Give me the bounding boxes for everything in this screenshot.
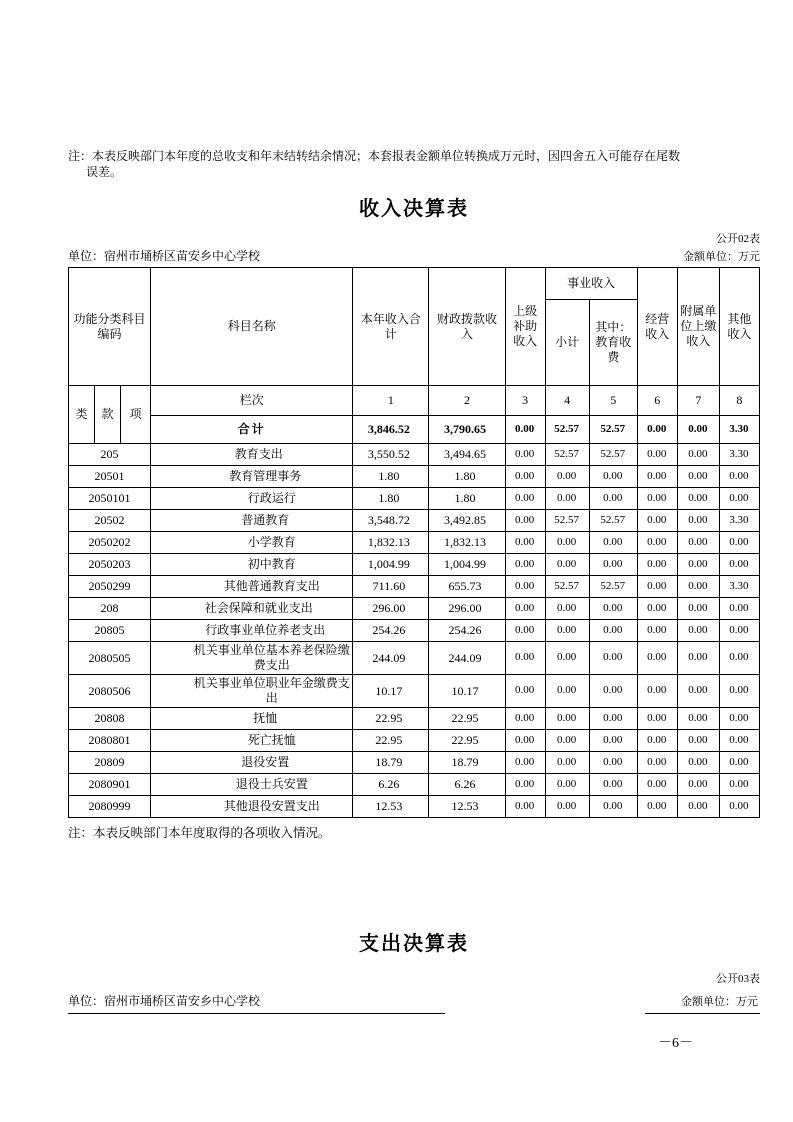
row-value-cell: 0.00 [637, 642, 677, 675]
row-subject-name-cell: 死亡抚恤 [151, 730, 353, 752]
page-number: －6－ [658, 1036, 693, 1051]
income-table-row [69, 752, 760, 774]
row-value-cell: 12.53 [429, 796, 505, 818]
row-subject-name-cell: 初中教育 [151, 554, 353, 576]
row-value-cell: 0.00 [505, 642, 545, 675]
total-row-value-5: 52.57 [589, 416, 637, 444]
row-value-cell: 0.00 [505, 774, 545, 796]
row-value-cell: 0.00 [589, 598, 637, 620]
row-value-cell: 254.26 [353, 620, 429, 642]
row-value-cell: 0.00 [677, 620, 719, 642]
row-subject-name-cell: 小学教育 [151, 532, 353, 554]
row-value-cell: 0.00 [719, 532, 759, 554]
total-row-value-6: 0.00 [637, 416, 677, 444]
row-value-cell: 3.30 [719, 444, 759, 466]
row-value-cell: 3,550.52 [353, 444, 429, 466]
row-value-cell: 296.00 [429, 598, 505, 620]
row-value-cell: 0.00 [589, 774, 637, 796]
row-value-cell: 0.00 [677, 774, 719, 796]
row-value-cell: 0.00 [545, 675, 589, 708]
total-row-label: 合计 [151, 416, 353, 444]
row-value-cell: 22.95 [429, 730, 505, 752]
header-business-income: 事业收入 [545, 268, 637, 300]
row-value-cell: 1,004.99 [353, 554, 429, 576]
row-value-cell: 0.00 [719, 796, 759, 818]
row-subject-name-cell: 退役安置 [151, 752, 353, 774]
row-code-cell: 208 [69, 598, 151, 620]
row-value-cell: 18.79 [429, 752, 505, 774]
column-index-8: 8 [719, 386, 759, 416]
row-code-cell: 2080506 [69, 675, 151, 708]
header-code-section: 款 [95, 386, 121, 444]
row-value-cell: 0.00 [505, 510, 545, 532]
row-value-cell: 1.80 [429, 488, 505, 510]
row-value-cell: 0.00 [505, 598, 545, 620]
row-value-cell: 22.95 [429, 708, 505, 730]
row-value-cell: 0.00 [637, 532, 677, 554]
row-value-cell: 655.73 [429, 576, 505, 598]
row-value-cell: 0.00 [677, 576, 719, 598]
row-code-cell: 20805 [69, 620, 151, 642]
row-value-cell: 1.80 [353, 466, 429, 488]
row-subject-name-cell: 其他退役安置支出 [151, 796, 353, 818]
row-value-cell: 0.00 [677, 554, 719, 576]
row-value-cell: 0.00 [637, 620, 677, 642]
row-value-cell: 0.00 [719, 620, 759, 642]
row-value-cell: 0.00 [719, 752, 759, 774]
row-value-cell: 244.09 [429, 642, 505, 675]
row-value-cell: 10.17 [429, 675, 505, 708]
total-row-value-1: 3,846.52 [353, 416, 429, 444]
row-value-cell: 0.00 [505, 730, 545, 752]
row-code-cell: 2050299 [69, 576, 151, 598]
row-value-cell: 0.00 [505, 488, 545, 510]
row-value-cell: 0.00 [505, 532, 545, 554]
row-subject-name-cell: 行政运行 [151, 488, 353, 510]
total-row-value-3: 0.00 [505, 416, 545, 444]
row-value-cell: 6.26 [429, 774, 505, 796]
income-table-row [69, 774, 760, 796]
row-value-cell: 52.57 [545, 444, 589, 466]
row-subject-name-cell: 退役士兵安置 [151, 774, 353, 796]
row-value-cell: 0.00 [589, 466, 637, 488]
row-code-cell: 205 [69, 444, 151, 466]
row-code-cell: 2050101 [69, 488, 151, 510]
row-value-cell: 3.30 [719, 510, 759, 532]
row-subject-name-cell: 社会保障和就业支出 [151, 598, 353, 620]
row-value-cell: 0.00 [545, 466, 589, 488]
row-value-cell: 0.00 [719, 675, 759, 708]
header-business-subtotal: 小计 [545, 300, 589, 386]
row-value-cell: 0.00 [637, 554, 677, 576]
row-value-cell: 0.00 [505, 466, 545, 488]
row-value-cell: 0.00 [545, 488, 589, 510]
row-value-cell: 244.09 [353, 642, 429, 675]
row-subject-name-cell: 普通教育 [151, 510, 353, 532]
row-value-cell: 0.00 [637, 752, 677, 774]
row-value-cell: 0.00 [677, 796, 719, 818]
income-meta-row [68, 247, 760, 264]
row-code-cell: 2080505 [69, 642, 151, 675]
row-value-cell: 0.00 [677, 675, 719, 708]
total-row [69, 416, 760, 444]
row-value-cell: 0.00 [677, 510, 719, 532]
row-code-cell: 20502 [69, 510, 151, 532]
row-value-cell: 0.00 [589, 708, 637, 730]
row-value-cell: 0.00 [545, 532, 589, 554]
income-table-title: 收入决算表 [359, 198, 469, 220]
row-value-cell: 52.57 [545, 510, 589, 532]
row-value-cell: 0.00 [677, 752, 719, 774]
row-value-cell: 0.00 [505, 675, 545, 708]
row-value-cell: 0.00 [545, 774, 589, 796]
expenditure-table-title: 支出决算表 [359, 933, 469, 955]
column-index-6: 6 [637, 386, 677, 416]
header-subject-name: 科目名称 [151, 268, 353, 386]
row-value-cell: 0.00 [637, 796, 677, 818]
row-value-cell: 0.00 [589, 796, 637, 818]
column-index-3: 3 [505, 386, 545, 416]
income-table [68, 267, 760, 818]
row-value-cell: 0.00 [589, 752, 637, 774]
row-subject-name-cell: 其他普通教育支出 [151, 576, 353, 598]
row-value-cell: 0.00 [637, 510, 677, 532]
income-public-label: 公开02表 [716, 233, 760, 245]
total-row-value-2: 3,790.65 [429, 416, 505, 444]
row-value-cell: 0.00 [545, 752, 589, 774]
row-value-cell: 0.00 [505, 708, 545, 730]
header-code: 功能分类科目编码 [69, 268, 151, 386]
row-value-cell: 0.00 [677, 444, 719, 466]
income-amount-unit-label: 金额单位：万元 [683, 251, 760, 263]
expenditure-public-label: 公开03表 [716, 973, 760, 985]
row-value-cell: 0.00 [637, 488, 677, 510]
row-value-cell: 0.00 [719, 730, 759, 752]
header-superior-subsidy: 上级补助收入 [505, 268, 545, 386]
row-value-cell: 711.60 [353, 576, 429, 598]
row-value-cell: 0.00 [719, 598, 759, 620]
column-index-row [69, 386, 760, 416]
total-row-value-7: 0.00 [677, 416, 719, 444]
header-code-item: 项 [121, 386, 151, 444]
total-row-value-8: 3.30 [719, 416, 759, 444]
row-value-cell: 0.00 [677, 730, 719, 752]
row-value-cell: 0.00 [637, 444, 677, 466]
row-value-cell: 0.00 [677, 532, 719, 554]
income-table-body [69, 444, 760, 818]
row-value-cell: 0.00 [589, 554, 637, 576]
header-affiliated-income: 附属单位上缴收入 [677, 268, 719, 386]
row-value-cell: 0.00 [719, 708, 759, 730]
row-value-cell: 1.80 [429, 466, 505, 488]
row-value-cell: 1.80 [353, 488, 429, 510]
row-value-cell: 52.57 [589, 576, 637, 598]
row-code-cell: 2050203 [69, 554, 151, 576]
row-value-cell: 0.00 [589, 532, 637, 554]
header-operating-income: 经营收入 [637, 268, 677, 386]
income-table-row [69, 796, 760, 818]
column-index-2: 2 [429, 386, 505, 416]
row-subject-name-cell: 机关事业单位职业年金缴费支出 [151, 675, 353, 708]
income-table-row [69, 675, 760, 708]
row-value-cell: 0.00 [545, 796, 589, 818]
row-value-cell: 0.00 [719, 488, 759, 510]
row-value-cell: 3,548.72 [353, 510, 429, 532]
header-fiscal-income: 财政拨款收入 [429, 268, 505, 386]
income-table-row [69, 554, 760, 576]
row-code-cell: 20808 [69, 708, 151, 730]
row-value-cell: 0.00 [589, 730, 637, 752]
row-value-cell: 22.95 [353, 708, 429, 730]
row-value-cell: 0.00 [505, 554, 545, 576]
row-value-cell: 0.00 [637, 598, 677, 620]
row-value-cell: 52.57 [589, 510, 637, 532]
row-value-cell: 18.79 [353, 752, 429, 774]
row-value-cell: 0.00 [545, 620, 589, 642]
header-total-income: 本年收入合计 [353, 268, 429, 386]
income-table-row [69, 598, 760, 620]
row-value-cell: 0.00 [589, 488, 637, 510]
header-row-1 [69, 268, 760, 300]
total-row-value-4: 52.57 [545, 416, 589, 444]
income-unit-label: 单位：宿州市埇桥区苗安乡中心学校 [68, 249, 261, 263]
expenditure-amount-unit-label: 金额单位：万元 [645, 993, 760, 1014]
row-value-cell: 0.00 [545, 642, 589, 675]
row-value-cell: 1,832.13 [429, 532, 505, 554]
row-value-cell: 0.00 [637, 576, 677, 598]
row-code-cell: 20501 [69, 466, 151, 488]
income-table-row [69, 708, 760, 730]
row-value-cell: 0.00 [637, 708, 677, 730]
row-value-cell: 0.00 [589, 620, 637, 642]
row-value-cell: 12.53 [353, 796, 429, 818]
row-subject-name-cell: 行政事业单位养老支出 [151, 620, 353, 642]
income-table-row [69, 730, 760, 752]
row-value-cell: 0.00 [637, 466, 677, 488]
row-value-cell: 0.00 [505, 444, 545, 466]
row-code-cell: 20809 [69, 752, 151, 774]
income-table-row [69, 576, 760, 598]
row-code-cell: 2050202 [69, 532, 151, 554]
income-table-row [69, 532, 760, 554]
column-index-label: 栏次 [151, 386, 353, 416]
row-value-cell: 0.00 [545, 554, 589, 576]
header-education-fees: 其中：教育收费 [589, 300, 637, 386]
row-value-cell: 0.00 [719, 466, 759, 488]
row-subject-name-cell: 教育支出 [151, 444, 353, 466]
row-value-cell: 22.95 [353, 730, 429, 752]
row-value-cell: 0.00 [677, 466, 719, 488]
row-subject-name-cell: 机关事业单位基本养老保险缴费支出 [151, 642, 353, 675]
row-value-cell: 0.00 [589, 642, 637, 675]
row-value-cell: 0.00 [545, 708, 589, 730]
row-value-cell: 0.00 [505, 620, 545, 642]
row-subject-name-cell: 抚恤 [151, 708, 353, 730]
row-value-cell: 3.30 [719, 576, 759, 598]
expenditure-unit-label: 单位：宿州市埇桥区苗安乡中心学校 [68, 992, 445, 1014]
row-value-cell: 0.00 [637, 774, 677, 796]
column-index-7: 7 [677, 386, 719, 416]
row-value-cell: 0.00 [589, 675, 637, 708]
row-value-cell: 0.00 [677, 708, 719, 730]
income-table-note: 注：本表反映部门本年度取得的各项收入情况。 [68, 826, 331, 840]
income-table-row [69, 642, 760, 675]
row-value-cell: 52.57 [589, 444, 637, 466]
row-value-cell: 0.00 [505, 796, 545, 818]
row-subject-name-cell: 教育管理事务 [151, 466, 353, 488]
header-code-class: 类 [69, 386, 95, 444]
row-value-cell: 0.00 [719, 642, 759, 675]
row-value-cell: 296.00 [353, 598, 429, 620]
row-code-cell: 2080901 [69, 774, 151, 796]
row-value-cell: 0.00 [545, 730, 589, 752]
row-value-cell: 0.00 [637, 675, 677, 708]
row-value-cell: 0.00 [545, 598, 589, 620]
row-value-cell: 254.26 [429, 620, 505, 642]
row-value-cell: 0.00 [677, 642, 719, 675]
row-value-cell: 1,832.13 [353, 532, 429, 554]
row-value-cell: 0.00 [677, 488, 719, 510]
row-value-cell: 52.57 [545, 576, 589, 598]
row-code-cell: 2080999 [69, 796, 151, 818]
income-table-row [69, 466, 760, 488]
row-value-cell: 1,004.99 [429, 554, 505, 576]
row-value-cell: 6.26 [353, 774, 429, 796]
top-note: 注：本表反映部门本年度的总收支和年末结转结余情况；本套报表金额单位转换成万元时，因四舍五入可能存在尾数误差。 [68, 149, 681, 179]
row-code-cell: 2080801 [69, 730, 151, 752]
expenditure-meta-row [68, 992, 760, 1014]
income-table-row [69, 488, 760, 510]
header-other-income: 其他收入 [719, 268, 759, 386]
row-value-cell: 10.17 [353, 675, 429, 708]
income-table-row [69, 444, 760, 466]
row-value-cell: 0.00 [637, 730, 677, 752]
row-value-cell: 0.00 [719, 554, 759, 576]
column-index-4: 4 [545, 386, 589, 416]
income-table-row [69, 510, 760, 532]
row-value-cell: 3,492.85 [429, 510, 505, 532]
row-value-cell: 0.00 [719, 774, 759, 796]
row-value-cell: 0.00 [677, 598, 719, 620]
column-index-5: 5 [589, 386, 637, 416]
income-table-row [69, 620, 760, 642]
row-value-cell: 3,494.65 [429, 444, 505, 466]
row-value-cell: 0.00 [505, 752, 545, 774]
column-index-1: 1 [353, 386, 429, 416]
row-value-cell: 0.00 [505, 576, 545, 598]
